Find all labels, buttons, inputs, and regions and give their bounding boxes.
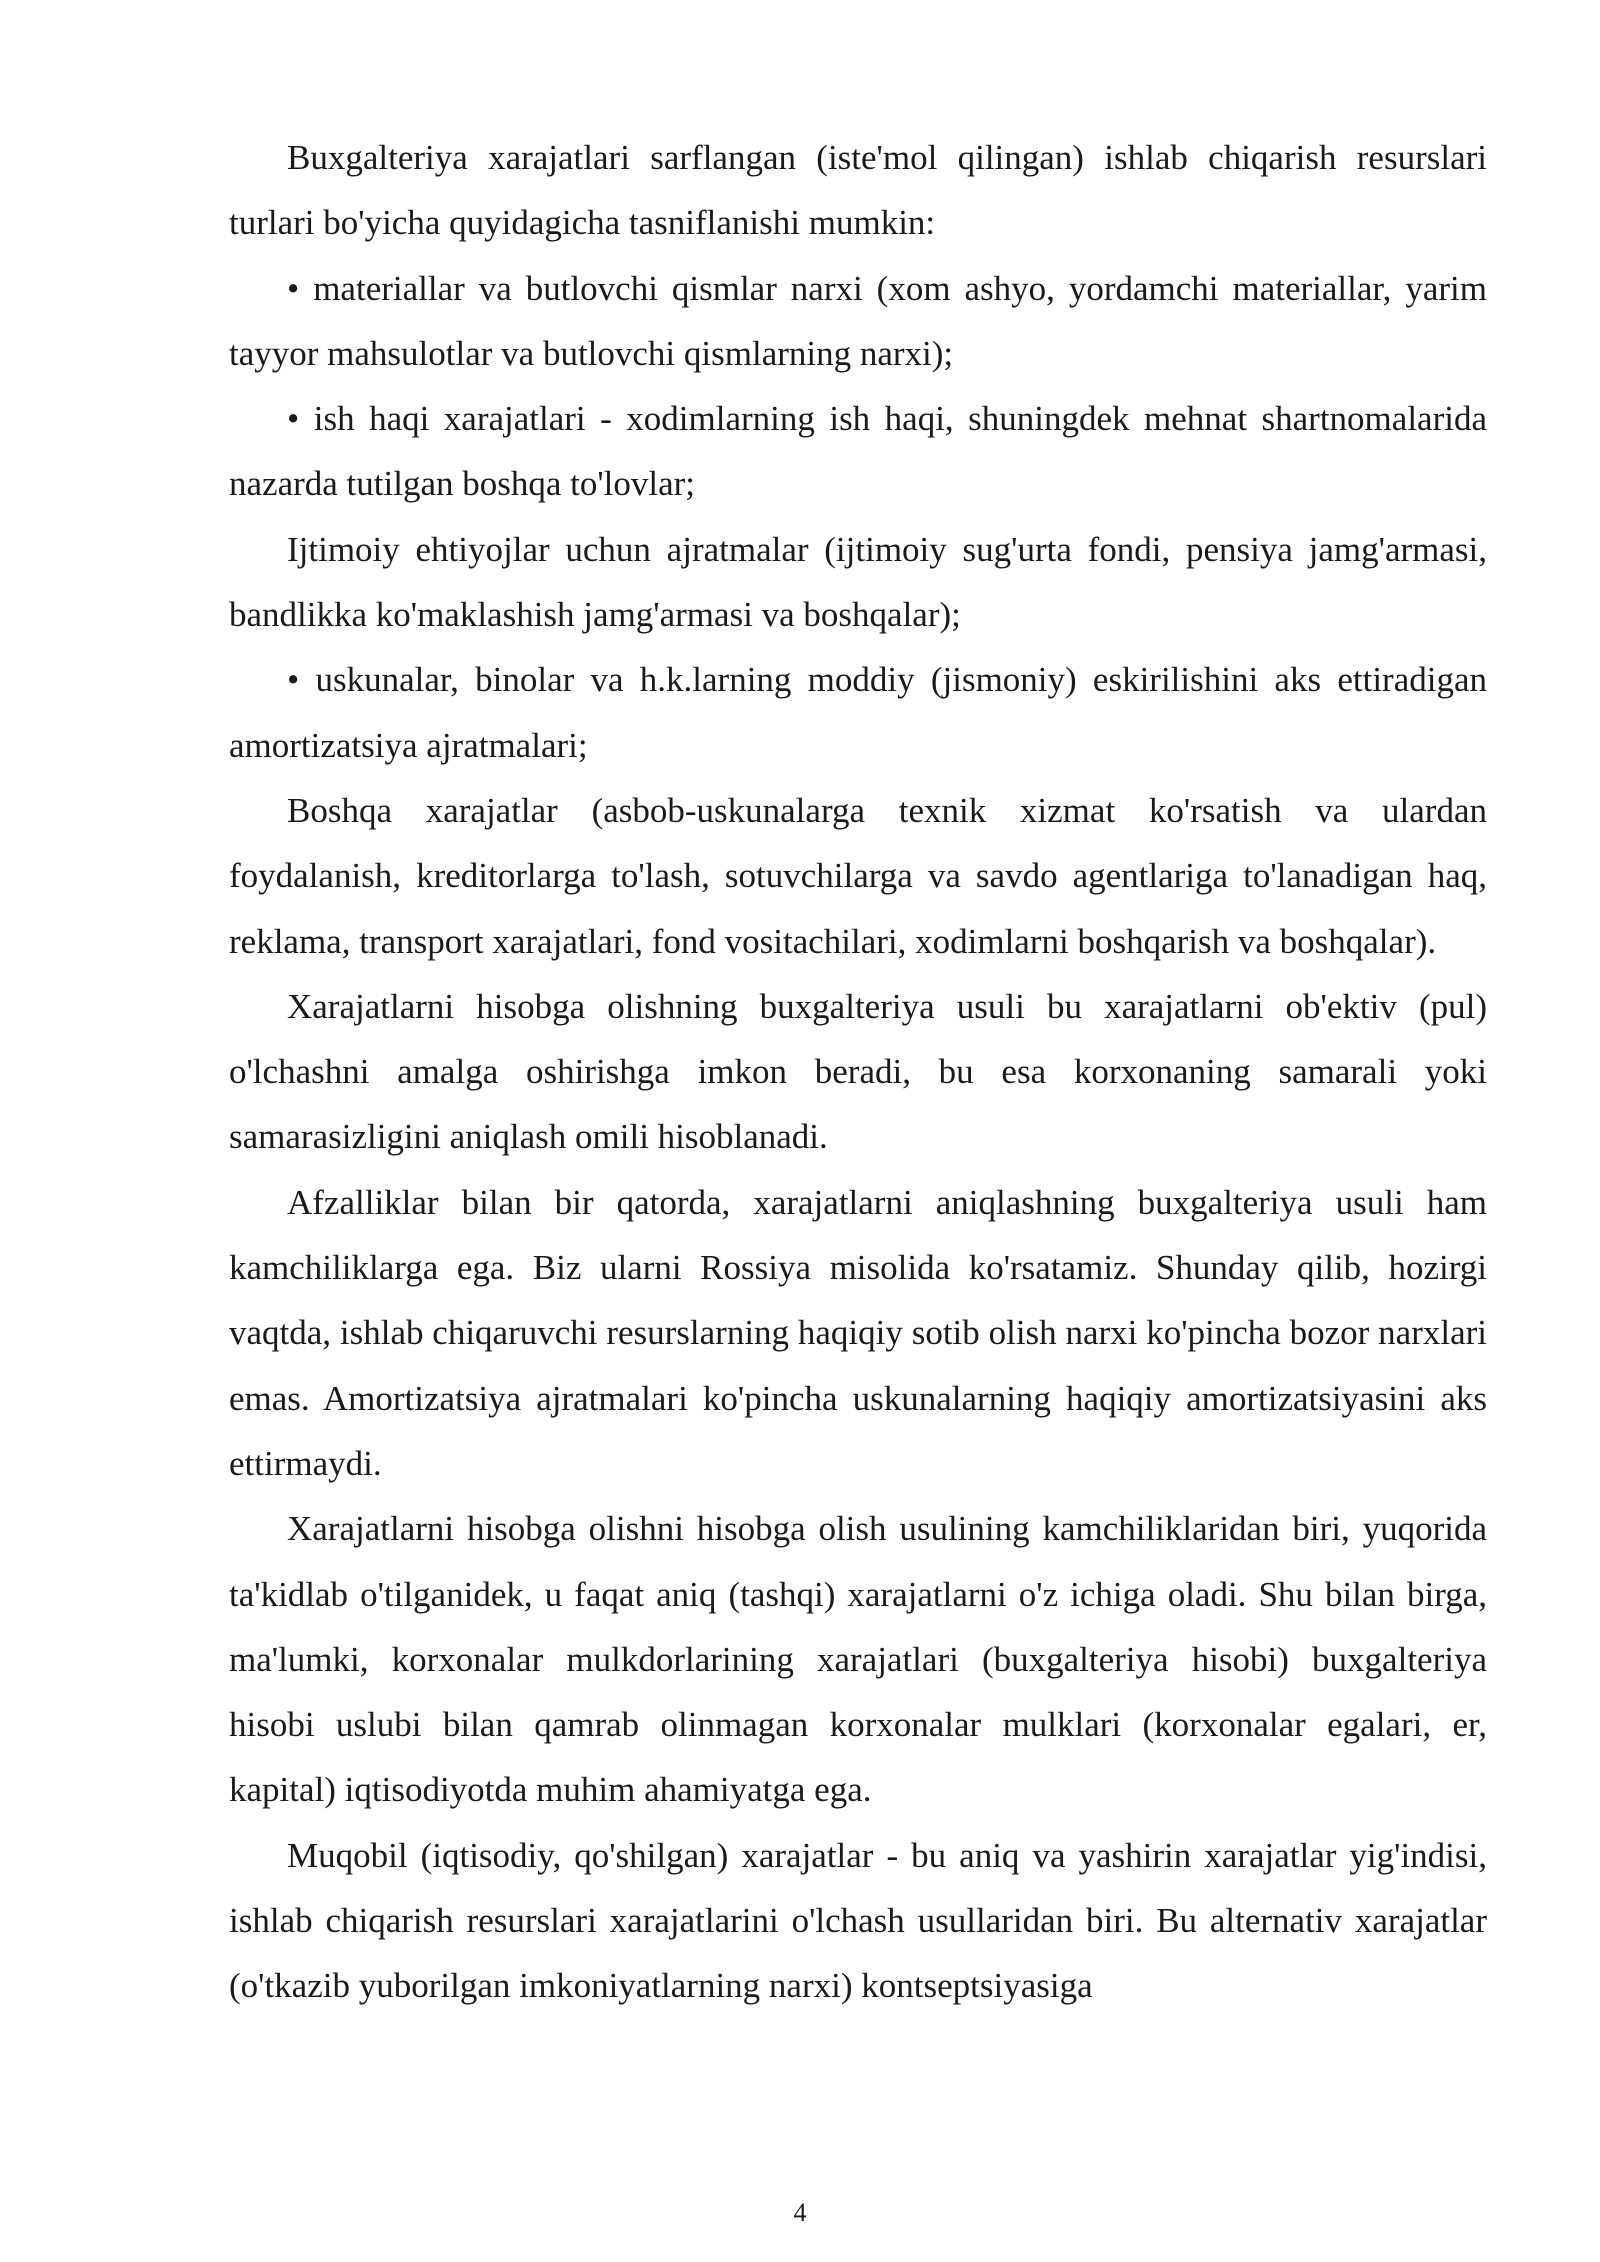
- page-number: 4: [793, 2198, 807, 2227]
- paragraph-8: Afzalliklar bilan bir qatorda, xarajatlarni aniqlashning buxgalteriya usuli ham kamchiliklarga ega. Biz ularni Rossiya misolida ko'rsatamiz. Shunday qilib, hozirgi vaqtda, ishlab chiqaruvchi resurslarning haqiqiy sotib olish narxi ko'pincha bozor narxlari emas. Amortizatsiya ajratmalari ko'pincha uskunalarning haqiqiy amortizatsiyasini aks ettirmaydi.: [229, 1182, 1487, 1483]
- paragraph-6-other-costs: Boshqa xarajatlar (asbob-uskunalarga texnik xizmat ko'rsatish va ulardan foydalanish, kreditorlarga to'lash, sotuvchilarga va savdo agentlariga to'lanadigan haq, reklama, transport xarajatlari, fond vositachilari, xodimlarni boshqarish va boshqalar).: [229, 790, 1487, 961]
- body-text: [229, 125, 1487, 2019]
- paragraph-2-bullet-materials: • materiallar va butlovchi qismlar narxi (xom ashyo, yordamchi materiallar, yarim tayyor mahsulotlar va butlovchi qismlarning narxi);: [229, 268, 1487, 373]
- paragraph-7: Xarajatlarni hisobga olishning buxgalteriya usuli bu xarajatlarni ob'ektiv (pul) o'lchashni amalga oshirishga imkon beradi, bu esa korxonaning samarali yoki samarasizligini aniqlash omili hisoblanadi.: [229, 986, 1487, 1157]
- paragraph-3-bullet-wages: • ish haqi xarajatlari - xodimlarning ish haqi, shuningdek mehnat shartnomalarida nazarda tutilgan boshqa to'lovlar;: [229, 399, 1487, 504]
- paragraph-5-bullet-depreciation: • uskunalar, binolar va h.k.larning moddiy (jismoniy) eskirilishini aks ettiradigan amortizatsiya ajratmalari;: [229, 660, 1487, 765]
- paragraph-9: Xarajatlarni hisobga olishni hisobga olish usulining kamchiliklaridan biri, yuqorida ta'kidlab o'tilganidek, u faqat aniq (tashqi) xarajatlarni o'z ichiga oladi. Shu bilan birga, ma'lumki, korxonalar mulkdorlarining xarajatlari (buxgalteriya hisobi) buxgalteriya hisobi uslubi bilan qamrab olinmagan korxonalar mulklari (korxonalar egalari, er, kapital) iqtisodiyotda muhim ahamiyatga ega.: [229, 1509, 1487, 1810]
- paragraph-10: Muqobil (iqtisodiy, qo'shilgan) xarajatlar - bu aniq va yashirin xarajatlar yig'indisi, ishlab chiqarish resurslari xarajatlarini o'lchash usullaridan biri. Bu alternativ xarajatlar (o'tkazib yuborilgan imkoniyatlarning narxi) kontseptsiyasiga: [229, 1835, 1487, 2006]
- paragraph-1: Buxgalteriya xarajatlari sarflangan (iste'mol qilingan) ishlab chiqarish resurslari turlari bo'yicha quyidagicha tasniflanishi mumkin:: [229, 138, 1487, 243]
- paragraph-4-social-deductions: Ijtimoiy ehtiyojlar uchun ajratmalar (ijtimoiy sug'urta fondi, pensiya jamg'armasi, bandlikka ko'maklashish jamg'armasi va boshqalar);: [229, 529, 1487, 635]
